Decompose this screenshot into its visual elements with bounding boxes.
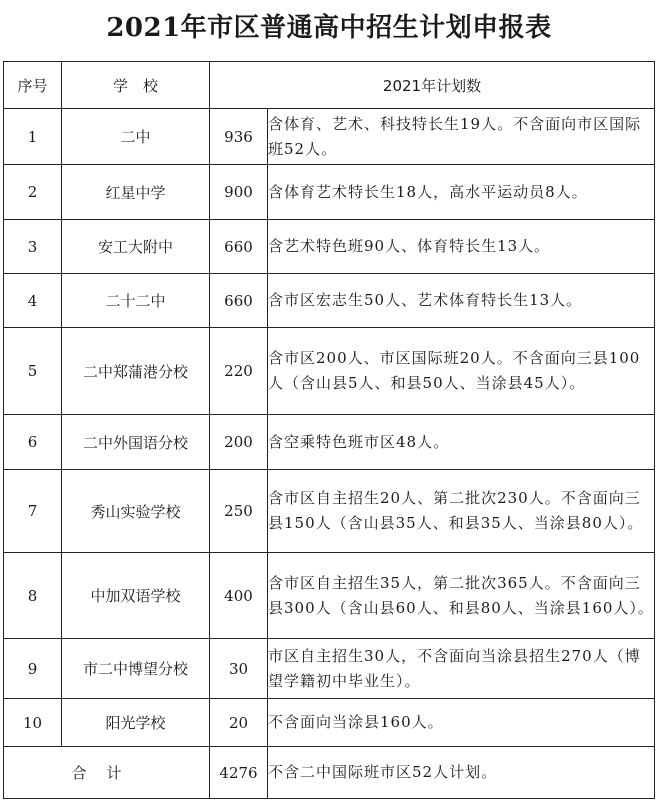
row-note: 不含面向当涂县160人。 <box>268 699 655 747</box>
row-index: 7 <box>4 470 62 553</box>
row-school: 二中外国语分校 <box>62 415 210 470</box>
total-label: 合计 <box>4 747 210 799</box>
page-title: 2021年市区普通高中招生计划申报表 <box>106 13 552 43</box>
row-count: 30 <box>210 639 268 699</box>
table-row <box>4 109 655 165</box>
total-note: 不含二中国际班市区52人计划。 <box>268 747 655 799</box>
row-index: 10 <box>4 699 62 747</box>
table-row <box>4 699 655 747</box>
row-count: 250 <box>210 470 268 553</box>
row-note: 含体育、艺术、科技特长生19人。不含面向市区国际班52人。 <box>268 109 655 165</box>
row-school: 安工大附中 <box>62 220 210 274</box>
row-index: 8 <box>4 553 62 639</box>
row-school: 中加双语学校 <box>62 553 210 639</box>
row-count: 220 <box>210 328 268 415</box>
total-row <box>4 747 655 799</box>
table-row <box>4 470 655 553</box>
row-note: 含市区200人、市区国际班20人。不含面向三县100人（含山县5人、和县50人、当涂县45人）。 <box>268 328 655 415</box>
table-header-row <box>4 62 655 109</box>
table-row <box>4 553 655 639</box>
row-school: 二中 <box>62 109 210 165</box>
row-index: 1 <box>4 109 62 165</box>
row-note: 含空乘特色班市区48人。 <box>268 415 655 470</box>
header-school: 学 校 <box>62 62 210 109</box>
row-index: 9 <box>4 639 62 699</box>
row-note: 市区自主招生30人，不含面向当涂县招生270人（博望学籍初中毕业生）。 <box>268 639 655 699</box>
row-index: 2 <box>4 165 62 220</box>
row-index: 6 <box>4 415 62 470</box>
row-index: 5 <box>4 328 62 415</box>
row-note: 含艺术特色班90人、体育特长生13人。 <box>268 220 655 274</box>
row-school: 红星中学 <box>62 165 210 220</box>
header-plan: 2021年计划数 <box>210 62 655 109</box>
row-count: 400 <box>210 553 268 639</box>
row-note: 含市区宏志生50人、艺术体育特长生13人。 <box>268 274 655 328</box>
row-count: 900 <box>210 165 268 220</box>
total-count: 4276 <box>210 747 268 799</box>
table-row <box>4 328 655 415</box>
row-count: 660 <box>210 274 268 328</box>
row-note: 含市区自主招生20人、第二批次230人。不含面向三县150人（含山县35人、和县35人、当涂县80人）。 <box>268 470 655 553</box>
row-index: 3 <box>4 220 62 274</box>
table-row <box>4 274 655 328</box>
row-school: 阳光学校 <box>62 699 210 747</box>
row-school: 二十二中 <box>62 274 210 328</box>
row-school: 二中郑蒲港分校 <box>62 328 210 415</box>
plan-table <box>3 61 655 799</box>
row-school: 秀山实验学校 <box>62 470 210 553</box>
row-count: 20 <box>210 699 268 747</box>
header-index: 序号 <box>4 62 62 109</box>
table-row <box>4 639 655 699</box>
row-count: 936 <box>210 109 268 165</box>
row-count: 200 <box>210 415 268 470</box>
row-index: 4 <box>4 274 62 328</box>
row-note: 含市区自主招生35人，第二批次365人。不含面向三县300人（含山县60人、和县80人、当涂县160人）。 <box>268 553 655 639</box>
table-row <box>4 165 655 220</box>
table-row <box>4 415 655 470</box>
row-count: 660 <box>210 220 268 274</box>
row-note: 含体育艺术特长生18人，高水平运动员8人。 <box>268 165 655 220</box>
table-row <box>4 220 655 274</box>
row-school: 市二中博望分校 <box>62 639 210 699</box>
